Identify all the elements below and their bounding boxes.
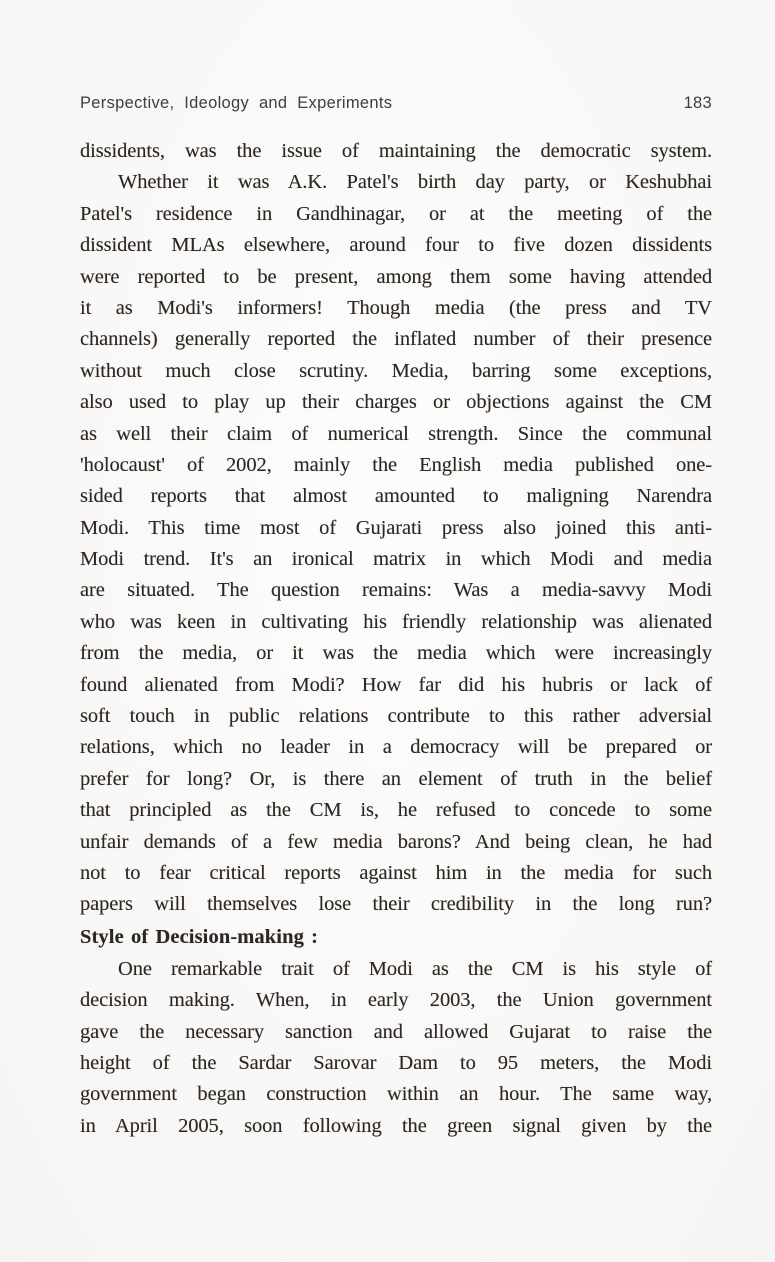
- text-line: Whether it was A.K. Patel's birth day party, or Keshubhai: [118, 171, 712, 194]
- text-line: in April 2005, soon following the green signal given by the: [80, 1114, 712, 1137]
- section-heading: Style of Decision-making :: [80, 925, 319, 948]
- text-line: prefer for long? Or, is there an element of truth in the belief: [80, 767, 712, 790]
- page-body: [80, 136, 712, 1142]
- text-line: relations, which no leader in a democracy will be prepared or: [80, 736, 712, 759]
- text-line: it as Modi's informers! Though media (the press and TV: [80, 296, 712, 319]
- text-line: were reported to be present, among them some having attended: [80, 265, 712, 288]
- text-line: found alienated from Modi? How far did his hubris or lack of: [80, 673, 712, 696]
- page-number: 183: [683, 94, 712, 112]
- text-line: who was keen in cultivating his friendly relationship was alienated: [80, 610, 712, 633]
- text-line: not to fear critical reports against him in the media for such: [80, 861, 712, 884]
- text-line: channels) generally reported the inflated number of their presence: [80, 328, 712, 351]
- text-line: Modi. This time most of Gujarati press also joined this anti-: [80, 516, 712, 539]
- text-line: dissidents, was the issue of maintaining the democratic system.: [80, 140, 712, 162]
- text-line: also used to play up their charges or objections against the CM: [80, 391, 712, 414]
- text-line: are situated. The question remains: Was a media-savvy Modi: [80, 579, 712, 602]
- text-line: height of the Sardar Sarovar Dam to 95 meters, the Modi: [80, 1051, 712, 1074]
- text-line: as well their claim of numerical strength. Since the communal: [80, 422, 712, 445]
- running-header: [80, 94, 712, 113]
- text-line: unfair demands of a few media barons? And being clean, he had: [80, 830, 712, 853]
- text-line: 'holocaust' of 2002, mainly the English media published one-: [80, 453, 712, 476]
- text-line: dissident MLAs elsewhere, around four to five dozen dissidents: [80, 234, 712, 257]
- text-line: from the media, or it was the media which were increasingly: [80, 642, 712, 665]
- running-title: Perspective, Ideology and Experiments: [80, 94, 393, 112]
- text-line: soft touch in public relations contribute to this rather adversial: [80, 705, 712, 728]
- text-line: government began construction within an hour. The same way,: [80, 1083, 712, 1106]
- text-line: sided reports that almost amounted to maligning Narendra: [80, 485, 712, 508]
- text-line: without much close scrutiny. Media, barring some exceptions,: [80, 359, 712, 382]
- text-line: Modi trend. It's an ironical matrix in which Modi and media: [80, 548, 712, 571]
- text-line: One remarkable trait of Modi as the CM is his style of: [118, 957, 712, 980]
- text-line: Patel's residence in Gandhinagar, or at the meeting of the: [80, 202, 712, 225]
- text-line: decision making. When, in early 2003, the Union government: [80, 989, 712, 1012]
- text-line: that principled as the CM is, he refused to concede to some: [80, 799, 712, 822]
- text-line: gave the necessary sanction and allowed Gujarat to raise the: [80, 1020, 712, 1043]
- text-line: papers will themselves lose their credibility in the long run?: [80, 893, 712, 916]
